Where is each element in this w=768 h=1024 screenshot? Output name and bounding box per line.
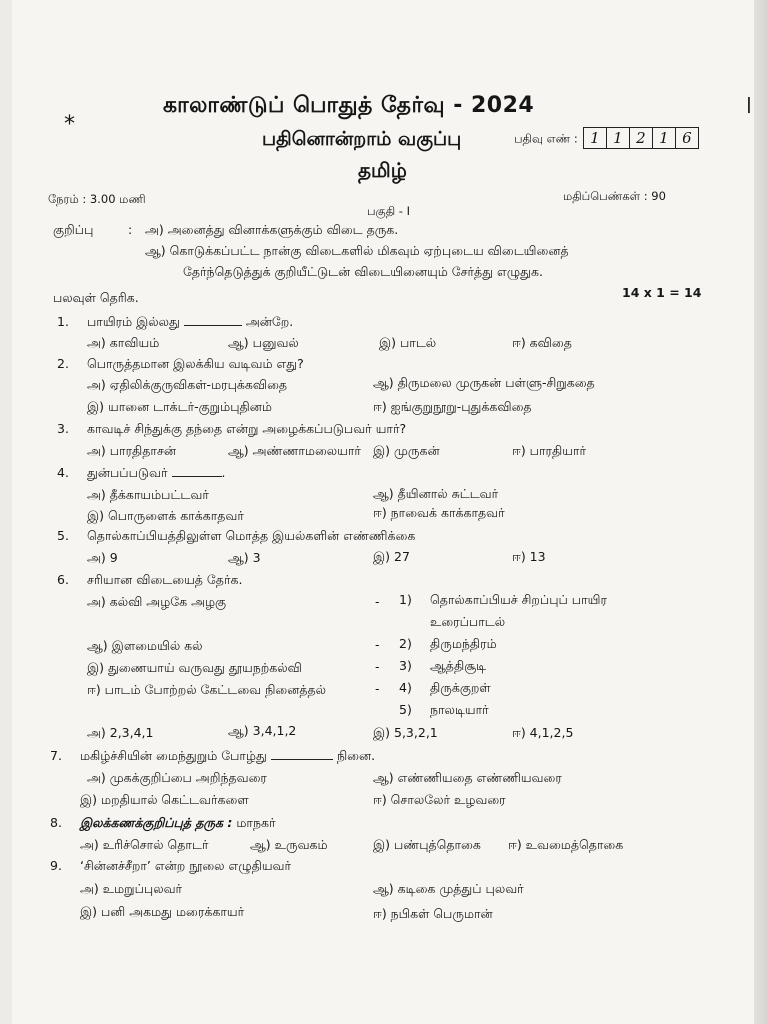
question-number: 5. — [57, 528, 69, 543]
match-right-continuation: உரைப்பாடல் — [430, 614, 506, 629]
match-right-number: 2) — [399, 636, 412, 651]
question-text: ‘சின்னச்சீறா’ என்ற நூலை எழுதியவர் — [80, 858, 292, 873]
option-b: ஆ) உருவகம் — [250, 837, 328, 852]
instruction-line-3: தேர்ந்தெடுத்துக் குறியீட்டுடன் விடையினையும் சேர்த்து எழுதுக. — [183, 264, 543, 279]
answer-blank — [271, 759, 333, 760]
option-d: ஈ) 13 — [512, 549, 546, 564]
question-text-part: நினை. — [336, 748, 376, 763]
register-digit: 1 — [584, 128, 607, 148]
option-b: ஆ) 3 — [228, 550, 261, 565]
option-a: அ) முகக்குறிப்பை அறிந்தவரை — [87, 770, 267, 785]
match-right-number: 1) — [399, 592, 412, 607]
question-text: காவடிச் சிந்துக்கு தந்தை என்று அழைக்கப்படுபவர் யார்? — [87, 421, 407, 436]
instructions-label: குறிப்பு — [53, 222, 94, 237]
register-digit: 2 — [630, 128, 653, 148]
option-a: அ) 9 — [87, 550, 118, 565]
question-text-part: மகிழ்ச்சியின் மைந்துறும் போழ்து — [80, 748, 267, 763]
mcq-heading: பலவுள் தெரிக. — [53, 290, 139, 305]
option-c: இ) 27 — [373, 549, 410, 564]
option-d: ஈ) பாரதியார் — [512, 443, 586, 458]
match-right-item: திருமந்திரம் — [430, 636, 497, 651]
option-a: அ) உமறுப்புலவர் — [80, 881, 183, 896]
question-text: பொருத்தமான இலக்கிய வடிவம் எது? — [87, 356, 304, 371]
option-b: ஆ) திருமலை முருகன் பள்ளு-சிறுகதை — [373, 375, 595, 390]
match-right-item: ஆத்திசூடி — [430, 658, 487, 673]
option-c: இ) மறதியால் கெட்டவர்களை — [80, 792, 249, 807]
option-a: அ) காவியம் — [87, 335, 160, 350]
answer-blank — [184, 325, 242, 326]
score-formula: 14 x 1 = 14 — [622, 285, 702, 300]
option-c: இ) யானை டாக்டர்-குறும்புதினம் — [87, 399, 272, 414]
exam-title: காலாண்டுப் பொதுத் தேர்வு - 2024 — [163, 93, 535, 118]
register-digit: 1 — [607, 128, 630, 148]
question-text-part: அன்றே. — [245, 314, 294, 329]
option-b: ஆ) கடிகை முத்துப் புலவர் — [373, 881, 524, 896]
option-d: ஈ) சொலலேர் உழவரை — [373, 792, 506, 807]
option-b: ஆ) பனுவல் — [228, 335, 299, 350]
option-c: இ) பொருளைக் காக்காதவர் — [87, 508, 244, 523]
question-number: 1. — [57, 314, 69, 329]
answer-blank — [172, 476, 222, 477]
question-text: சரியான விடையைத் தேர்க. — [87, 572, 243, 587]
option-d: ஈ) 4,1,2,5 — [512, 725, 574, 740]
match-dash: - — [375, 594, 380, 609]
question-text: துன்பப்படுவர் . — [87, 465, 226, 480]
marks-label: மதிப்பெண்கள் : 90 — [563, 189, 666, 203]
match-right-item: தொல்காப்பியச் சிறப்புப் பாயிர — [430, 592, 607, 607]
match-dash: - — [375, 681, 380, 696]
question-number: 4. — [57, 465, 69, 480]
option-b: ஆ) 3,4,1,2 — [228, 723, 297, 738]
class-name: பதினொன்றாம் வகுப்பு — [262, 128, 462, 150]
match-right-number: 5) — [399, 702, 412, 717]
question-text-part: இலக்கணக்குறிப்புத் தருக : — [80, 815, 233, 830]
option-a: அ) தீக்காயம்பட்டவர் — [87, 487, 209, 502]
register-box — [583, 127, 699, 149]
question-text — [87, 314, 293, 331]
question-text — [80, 815, 276, 832]
match-left-item: ஆ) இளமையில் கல் — [87, 638, 203, 653]
option-a: அ) ஏதிலிக்குருவிகள்-மரபுக்கவிதை — [87, 377, 288, 392]
option-c: இ) பனி அகமது மரைக்காயர் — [80, 904, 245, 919]
question-text: தொல்காப்பியத்திலுள்ள மொத்த இயல்களின் எண்ணிக்கை — [87, 528, 416, 543]
match-left-item: இ) துணையாய் வருவது தூயநற்கல்வி — [87, 660, 302, 675]
option-c: இ) பண்புத்தொகை — [373, 837, 481, 852]
register-digit: 6 — [682, 129, 692, 147]
question-number: 9. — [50, 858, 62, 873]
match-left-item: அ) கல்வி அழகே அழகு — [87, 594, 227, 609]
option-b: ஆ) எண்ணியதை எண்ணியவரை — [373, 770, 562, 785]
instruction-line-2: ஆ) கொடுக்கப்பட்ட நான்கு விடைகளில் மிகவும் ஏற்புடைய விடையினைத் — [145, 243, 569, 258]
question-text-part: பாயிரம் இல்லது — [87, 314, 180, 329]
option-b: ஆ) அண்ணாமலையார் — [228, 443, 361, 458]
match-left-item: ஈ) பாடம் போற்றல் கேட்டவை நினைத்தல் — [87, 682, 327, 697]
question-number: 8. — [50, 815, 62, 830]
match-right-item: நாலடியார் — [430, 702, 489, 717]
option-d: ஈ) ஐங்குறுநூறு-புதுக்கவிதை — [373, 399, 532, 414]
match-dash: - — [375, 637, 380, 652]
match-dash: - — [375, 659, 380, 674]
option-b: ஆ) தீயினால் சுட்டவர் — [373, 486, 499, 501]
option-c: இ) பாடல் — [379, 335, 437, 350]
subject-title: தமிழ் — [358, 158, 407, 182]
page-edge — [754, 0, 768, 1024]
question-word: மாநகர் — [236, 815, 276, 830]
question-number: 7. — [50, 748, 62, 763]
section-label: பகுதி - I — [367, 204, 410, 218]
register-digit: 1 — [653, 128, 676, 148]
option-c: இ) 5,3,2,1 — [373, 725, 438, 740]
question-text-part: துன்பப்படுவர் — [87, 465, 168, 480]
question-number: 3. — [57, 421, 69, 436]
question-number: 2. — [57, 356, 69, 371]
margin-mark: | — [746, 94, 752, 113]
instruction-line-1: அ) அனைத்து வினாக்களுக்கும் விடை தருக. — [145, 222, 399, 237]
register-label: பதிவு எண் : — [514, 131, 578, 146]
match-right-number: 3) — [399, 658, 412, 673]
option-d: ஈ) நாவைக் காக்காதவர் — [373, 505, 505, 520]
option-a: அ) 2,3,4,1 — [87, 725, 154, 740]
match-right-item: திருக்குறள் — [430, 680, 491, 695]
star-mark: * — [64, 112, 75, 137]
option-a: அ) பாரதிதாசன் — [87, 443, 176, 458]
option-d: ஈ) கவிதை — [512, 335, 572, 350]
instructions-colon: : — [128, 222, 133, 237]
option-c: இ) முருகன் — [373, 443, 440, 458]
match-right-number: 4) — [399, 680, 412, 695]
option-d: ஈ) நபிகள் பெருமான் — [373, 906, 493, 921]
option-a: அ) உரிச்சொல் தொடர் — [80, 837, 209, 852]
question-text — [80, 748, 375, 765]
question-number: 6. — [57, 572, 69, 587]
option-d: ஈ) உவமைத்தொகை — [508, 837, 624, 852]
register-number — [514, 127, 699, 149]
time-label: நேரம் : 3.00 மணி — [48, 192, 146, 206]
